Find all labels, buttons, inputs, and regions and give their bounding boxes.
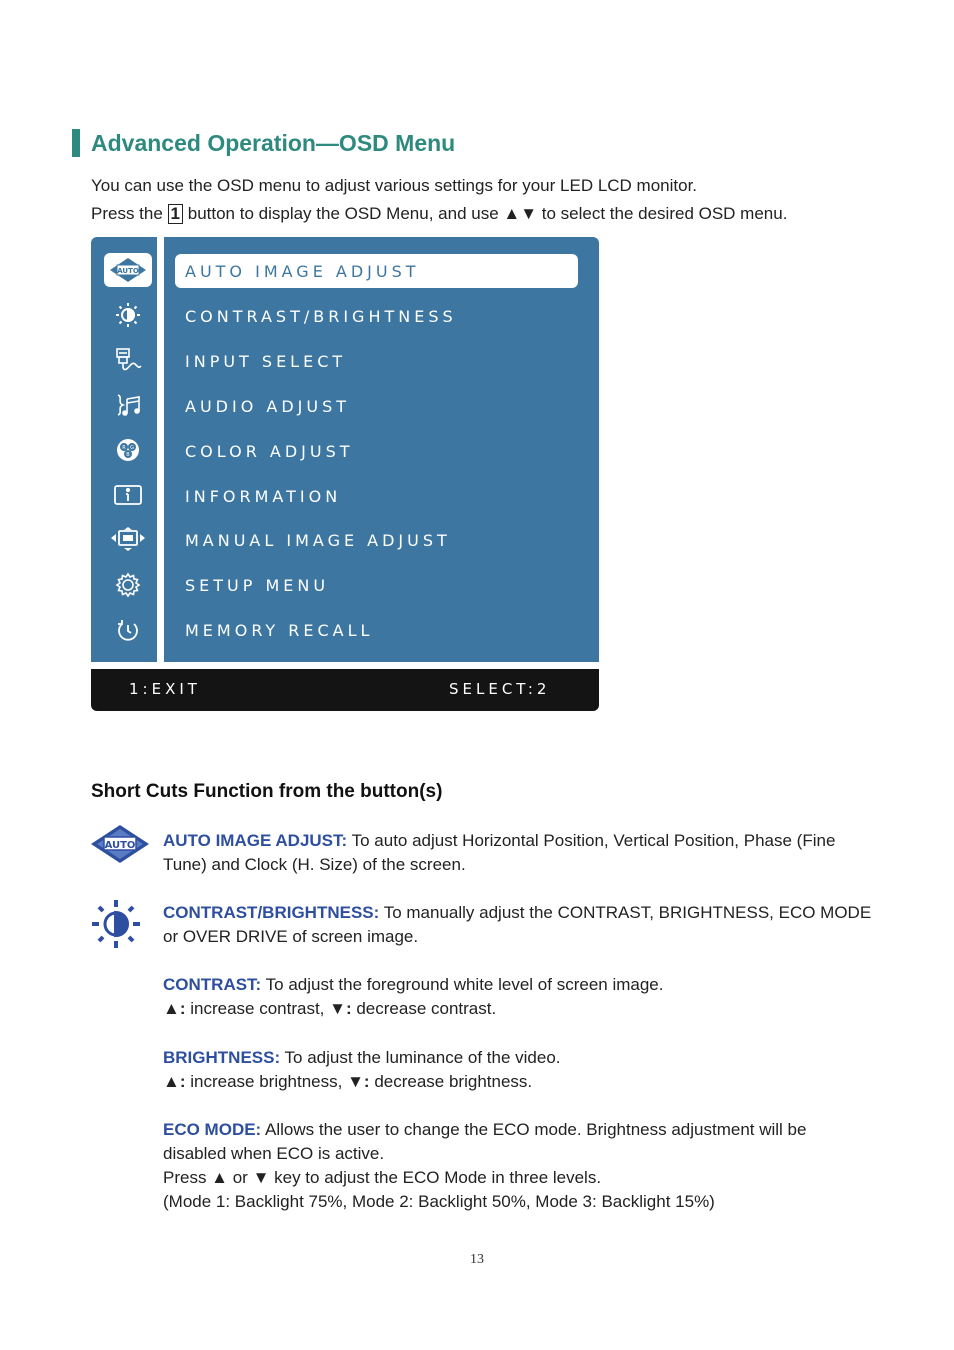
desc-text: decrease brightness. (369, 1072, 533, 1091)
up-key: ▲: (163, 999, 186, 1018)
auto-badge-text: AUTO (104, 840, 136, 851)
brightness-icon[interactable] (104, 298, 152, 332)
down-key: ▼: (347, 1072, 370, 1091)
input-icon[interactable] (104, 343, 152, 377)
keyword: ECO MODE: (163, 1120, 262, 1139)
desc-text: increase contrast, (185, 999, 330, 1018)
osd-menu-screenshot (91, 237, 599, 711)
section-title (72, 128, 455, 158)
rgb-icon[interactable] (104, 433, 152, 467)
desc-text: (Mode 1: Backlight 75%, Mode 2: Backlight 50%, Mode 3: Backlight 15%) (163, 1192, 715, 1211)
page-title: Advanced Operation—OSD Menu (91, 129, 456, 156)
contrast-desc (163, 973, 873, 1021)
key-1-box: 1 (168, 204, 183, 224)
desc-text: To manually adjust the CONTRAST, BRIGHTNESS, ECO MODE or OVER DRIVE of screen image. (163, 903, 872, 946)
desc-text: increase brightness, (185, 1072, 348, 1091)
osd-footer (91, 669, 599, 711)
osd-item-input-select[interactable]: INPUT SELECT (185, 351, 347, 371)
shortcuts-heading: Short Cuts Function from the button(s) (91, 781, 443, 802)
select-hint[interactable]: SELECT:2 (449, 680, 551, 698)
gear-icon[interactable] (104, 568, 152, 602)
audio-icon[interactable] (104, 388, 152, 422)
osd-item-memory-recall[interactable]: MEMORY RECALL (185, 620, 374, 640)
keyword: BRIGHTNESS: (163, 1048, 281, 1067)
eco-mode-desc (163, 1118, 873, 1214)
osd-item-setup-menu[interactable]: SETUP MENU (185, 575, 330, 595)
osd-item-auto-image-adjust[interactable]: AUTO IMAGE ADJUST (175, 254, 578, 288)
brightness-desc (163, 1046, 873, 1094)
osd-item-contrast-brightness[interactable]: CONTRAST/BRIGHTNESS (185, 306, 457, 326)
auto-icon (89, 823, 151, 870)
desc-text: To adjust the foreground white level of screen image. (261, 975, 664, 994)
intro-text: Press the (91, 204, 168, 223)
exit-hint[interactable]: 1:EXIT (129, 680, 201, 698)
intro-text: button to display the OSD Menu, and use ▲▼ to select the desired OSD menu. (183, 204, 788, 223)
manual-image-icon[interactable] (104, 523, 152, 557)
up-key: ▲: (163, 1072, 186, 1091)
down-key: ▼: (329, 999, 352, 1018)
desc-text: Press ▲ or ▼ key to adjust the ECO Mode in three levels. (163, 1168, 602, 1187)
osd-item-audio-adjust[interactable]: AUDIO ADJUST (185, 396, 350, 416)
osd-item-color-adjust[interactable]: COLOR ADJUST (185, 441, 354, 461)
osd-item-manual-image-adjust[interactable]: MANUAL IMAGE ADJUST (185, 530, 451, 550)
rgb-g: G (130, 445, 134, 451)
recall-icon[interactable] (104, 613, 152, 647)
desc-text: Allows the user to change the ECO mode. Brightness adjustment will be disabled when ECO is active. (163, 1120, 807, 1163)
auto-icon[interactable] (104, 253, 152, 287)
intro-line-1: You can use the OSD menu to adjust various settings for your LED LCD monitor. (91, 176, 698, 195)
osd-item-information[interactable]: INFORMATION (185, 486, 342, 506)
page-number: 13 (470, 1252, 484, 1267)
keyword: CONTRAST/BRIGHTNESS: (163, 903, 380, 922)
brightness-icon (90, 898, 142, 955)
desc-text: To adjust the luminance of the video. (280, 1048, 561, 1067)
info-icon[interactable] (104, 478, 152, 512)
osd-icon-column (91, 237, 157, 662)
title-accent-bar (72, 129, 80, 157)
desc-text: decrease contrast. (351, 999, 497, 1018)
intro-line-2 (91, 204, 787, 224)
contrast-brightness-desc (163, 901, 873, 949)
desc-text: To auto adjust Horizontal Position, Vertical Position, Phase (Fine Tune) and Clock (H. Size) of the screen. (163, 831, 836, 874)
keyword: AUTO IMAGE ADJUST: (163, 831, 348, 850)
keyword: CONTRAST: (163, 975, 262, 994)
rgb-b: B (126, 452, 130, 458)
rgb-r: R (122, 445, 126, 451)
auto-badge-text: AUTO (117, 267, 139, 275)
auto-image-adjust-desc (163, 829, 873, 877)
